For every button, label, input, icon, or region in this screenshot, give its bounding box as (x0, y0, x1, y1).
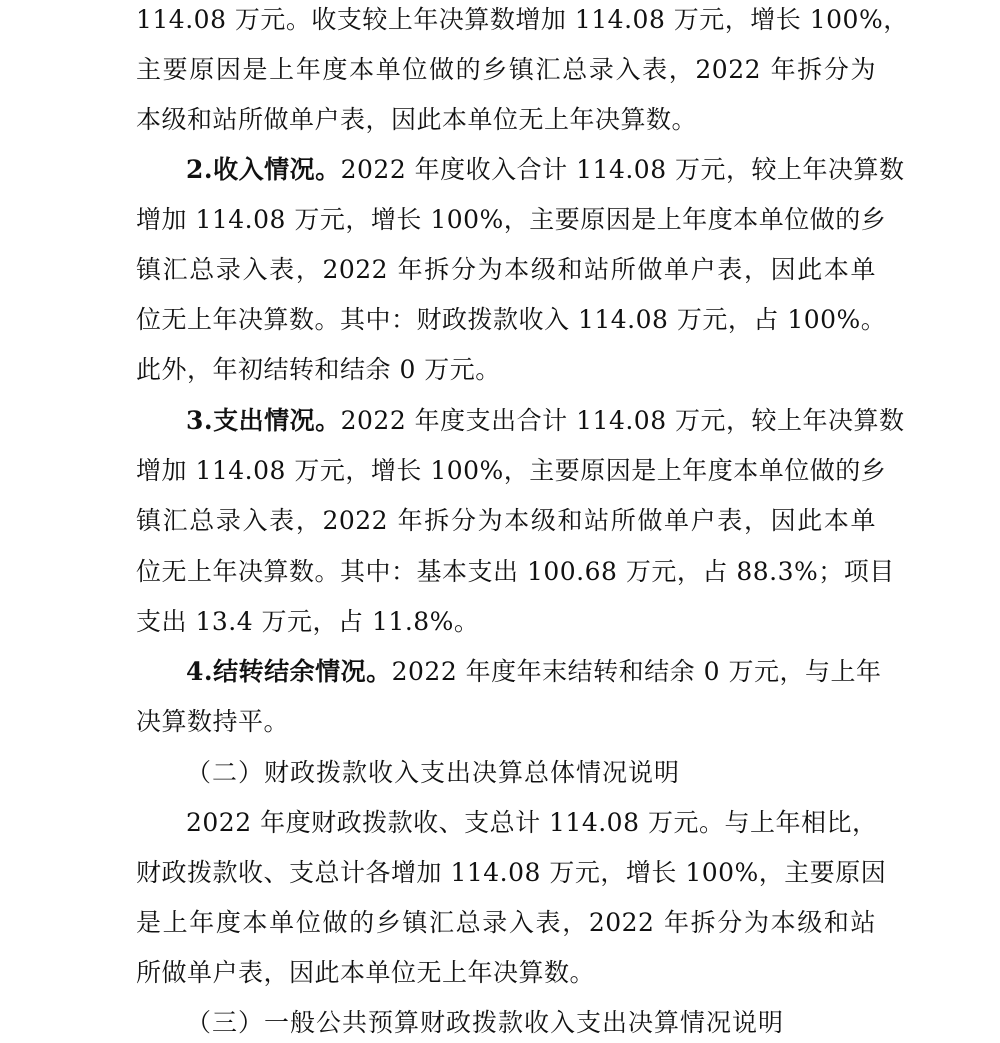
income-line-5: 此外，年初结转和结余 0 万元。 (136, 355, 501, 384)
carryover-text: 2022 年度年末结转和结余 0 万元，与上年 (391, 657, 882, 686)
carryover-line-2: 决算数持平。 (136, 707, 290, 736)
section-two-heading: （二）财政拨款收入支出决算总体情况说明 (186, 758, 681, 787)
carryover-paragraph-line-1 (186, 652, 882, 692)
expenditure-line-3: 镇汇总录入表，2022 年拆分为本级和站所做单户表，因此本单 (136, 506, 876, 535)
section-two-line-2: 财政拨款收、支总计各增加 114.08 万元，增长 100%，主要原因 (136, 858, 887, 887)
section-three-heading: （三）一般公共预算财政拨款收入支出决算情况说明 (186, 1008, 785, 1037)
section-two-line-3: 是上年度本单位做的乡镇汇总录入表，2022 年拆分为本级和站 (136, 908, 876, 937)
expenditure-heading: 3.支出情况。 (186, 406, 341, 435)
income-text: 2022 年度收入合计 114.08 万元，较上年决算数 (340, 155, 905, 184)
income-line-3: 镇汇总录入表，2022 年拆分为本级和站所做单户表，因此本单 (136, 255, 876, 284)
expenditure-line-2: 增加 114.08 万元，增长 100%，主要原因是上年度本单位做的乡 (136, 456, 887, 485)
expenditure-line-4: 位无上年决算数。其中：基本支出 100.68 万元，占 88.3%；项目 (136, 557, 895, 586)
income-line-2: 增加 114.08 万元，增长 100%，主要原因是上年度本单位做的乡 (136, 205, 887, 234)
expenditure-text: 2022 年度支出合计 114.08 万元，较上年决算数 (340, 406, 905, 435)
expenditure-paragraph-line-1 (186, 401, 905, 441)
income-heading: 2.收入情况。 (186, 155, 341, 184)
overview-line-3: 本级和站所做单户表，因此本单位无上年决算数。 (136, 105, 698, 134)
overview-line-1: 114.08 万元。收支较上年决算数增加 114.08 万元，增长 100%， (136, 5, 909, 34)
carryover-heading: 4.结转结余情况。 (186, 657, 392, 686)
income-line-4: 位无上年决算数。其中：财政拨款收入 114.08 万元，占 100%。 (136, 305, 887, 334)
section-two-line-4: 所做单户表，因此本单位无上年决算数。 (136, 958, 596, 987)
income-paragraph-line-1 (186, 150, 905, 190)
overview-line-2: 主要原因是上年度本单位做的乡镇汇总录入表，2022 年拆分为 (136, 55, 876, 84)
expenditure-line-5: 支出 13.4 万元，占 11.8%。 (136, 607, 480, 636)
section-two-line-1: 2022 年度财政拨款收、支总计 114.08 万元。与上年相比， (186, 808, 878, 837)
